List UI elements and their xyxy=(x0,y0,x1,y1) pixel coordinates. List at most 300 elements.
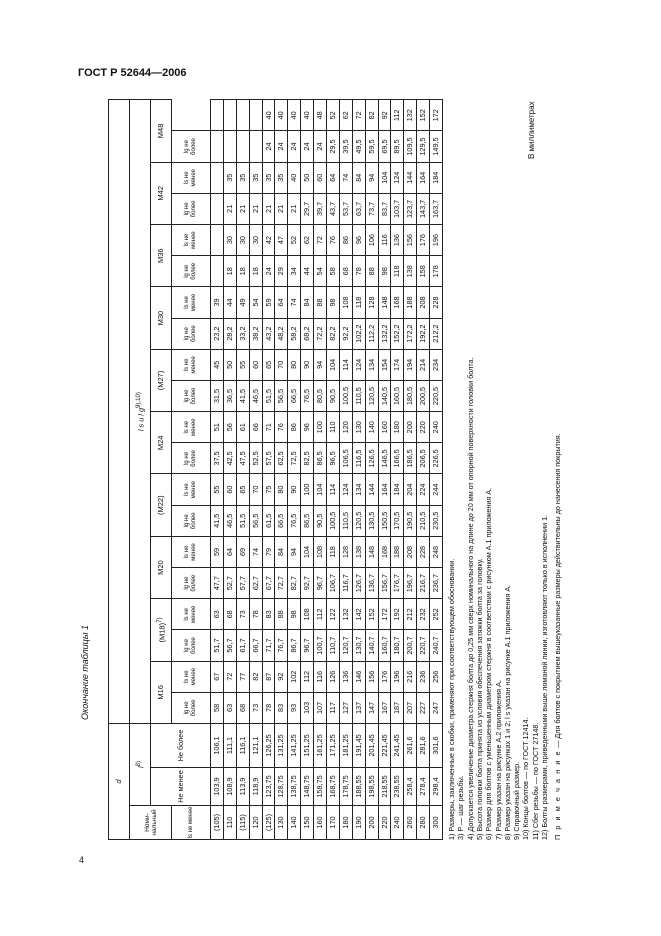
table-cell xyxy=(211,100,224,131)
table-cell: 131,25 xyxy=(275,724,288,768)
table-cell: 43,2 xyxy=(262,318,275,349)
table-cell: 70 xyxy=(249,474,262,505)
table-cell: 116,5 xyxy=(352,443,365,474)
table-cell: 174 xyxy=(391,349,404,380)
table-row xyxy=(391,100,404,840)
table-cell: 163,7 xyxy=(430,193,443,224)
table-cell: 62 xyxy=(301,225,314,256)
table-cell: 106,5 xyxy=(339,443,352,474)
table-cell: 68 xyxy=(339,256,352,287)
footnotes xyxy=(447,100,549,840)
table-cell: 207 xyxy=(404,692,417,723)
table-cell: 71,7 xyxy=(262,630,275,661)
table-cell: 102 xyxy=(288,661,301,692)
table-cell: 24 xyxy=(275,131,288,162)
table-cell: 29 xyxy=(275,256,288,287)
table-cell: 152 xyxy=(365,599,378,630)
table-cell: 55 xyxy=(211,474,224,505)
table-row xyxy=(211,100,224,840)
sub-label: ls не менее xyxy=(172,412,211,443)
table-cell: 103,7 xyxy=(391,193,404,224)
table-row xyxy=(249,100,262,840)
table-cell: 156 xyxy=(404,225,417,256)
table-cell: 130,5 xyxy=(365,505,378,536)
table-cell: 53,7 xyxy=(339,193,352,224)
table-cell: 39,5 xyxy=(339,131,352,162)
table-cell: 67 xyxy=(211,661,224,692)
table-cell: 226,5 xyxy=(430,443,443,474)
table-cell: 41,5 xyxy=(211,505,224,536)
table-cell: 48,2 xyxy=(275,318,288,349)
table-cell: 224 xyxy=(417,474,430,505)
table-cell: 121,1 xyxy=(249,724,262,768)
table-cell: 114 xyxy=(327,474,340,505)
size-header: M30 xyxy=(151,287,172,349)
table-cell: 126,7 xyxy=(352,568,365,599)
table-cell: 72,7 xyxy=(275,568,288,599)
table-cell: 18 xyxy=(249,256,262,287)
table-cell: 76 xyxy=(275,412,288,443)
table-cell: 152,2 xyxy=(391,318,404,349)
table-cell: 57,7 xyxy=(236,568,249,599)
table-cell: 63 xyxy=(223,692,236,723)
table-cell: 84 xyxy=(275,536,288,567)
table-cell: 221,45 xyxy=(378,724,391,768)
table-cell: 200 xyxy=(365,806,378,840)
table-cell: 67,7 xyxy=(262,568,275,599)
footnote: 11) Сбег резьбы — по ГОСТ 27148. xyxy=(530,722,540,840)
table-cell: 49,5 xyxy=(352,131,365,162)
table-cell: 106 xyxy=(365,225,378,256)
sub-label: lg не более xyxy=(172,443,211,474)
table-cell: 30 xyxy=(249,225,262,256)
table-cell: 234 xyxy=(430,349,443,380)
table-cell: 240 xyxy=(430,412,443,443)
table-cell: 72 xyxy=(352,100,365,131)
table-cell: 44 xyxy=(223,287,236,318)
table-cell: 54 xyxy=(314,256,327,287)
table-cell: 144 xyxy=(404,162,417,193)
table-cell: 100,5 xyxy=(327,505,340,536)
table-cell: 116,1 xyxy=(236,724,249,768)
table-cell: 143,7 xyxy=(417,193,430,224)
table-cell: 120,5 xyxy=(365,380,378,411)
table-cell: 82 xyxy=(249,661,262,692)
table-cell: 104 xyxy=(301,536,314,567)
table-cell: 172 xyxy=(430,100,443,131)
table-cell: 112,2 xyxy=(365,318,378,349)
table-cell: 240 xyxy=(391,806,404,840)
table-cell: 111,1 xyxy=(223,724,236,768)
table-cell: 190 xyxy=(352,806,365,840)
table-cell: 114 xyxy=(339,349,352,380)
table-cell: 100,5 xyxy=(339,380,352,411)
table-cell: 82,7 xyxy=(288,568,301,599)
table-cell: 92,7 xyxy=(301,568,314,599)
table-cell: 96 xyxy=(352,225,365,256)
table-cell: 228 xyxy=(430,287,443,318)
table-cell xyxy=(211,193,224,224)
table-cell: 88 xyxy=(314,287,327,318)
table-cell: 181,25 xyxy=(339,724,352,768)
table-cell: 52,7 xyxy=(223,568,236,599)
table-cell: 244 xyxy=(430,474,443,505)
table-cell: 58 xyxy=(327,256,340,287)
table-cell: 167 xyxy=(378,692,391,723)
size-header: (M27) xyxy=(151,349,172,411)
table-cell: 31,5 xyxy=(211,380,224,411)
table-cell: 116 xyxy=(378,225,391,256)
table-cell: 84 xyxy=(352,162,365,193)
table-header-row-1 xyxy=(109,100,130,840)
table-cell: 21 xyxy=(236,193,249,224)
table-cell: 129,5 xyxy=(417,131,430,162)
table-cell: 73,7 xyxy=(365,193,378,224)
table-cell: 301,6 xyxy=(430,724,443,768)
table-cell: 216 xyxy=(404,661,417,692)
table-cell: 108 xyxy=(301,599,314,630)
table-cell: 112 xyxy=(314,599,327,630)
table-cell xyxy=(211,162,224,193)
table-cell: 40 xyxy=(275,100,288,131)
table-cell: 75 xyxy=(262,474,275,505)
table-cell: 151,25 xyxy=(301,724,314,768)
table-cell: 64 xyxy=(275,287,288,318)
table-cell: 94 xyxy=(288,536,301,567)
table-caption: Окончание таблицы 1 xyxy=(80,625,90,720)
table-cell: 136 xyxy=(339,661,352,692)
table-cell: (115) xyxy=(236,806,249,840)
table-cell: 160 xyxy=(378,412,391,443)
table-cell: 59,5 xyxy=(365,131,378,162)
table-cell: 128 xyxy=(339,536,352,567)
table-cell: 128,75 xyxy=(275,768,288,806)
table-cell: 21 xyxy=(249,193,262,224)
table-cell: 136 xyxy=(391,225,404,256)
table-row xyxy=(327,100,340,840)
table-cell: 104 xyxy=(327,349,340,380)
table-cell: 148 xyxy=(378,287,391,318)
table-cell: 35 xyxy=(275,162,288,193)
not-more-header: Не более xyxy=(151,724,211,768)
table-cell: 172,2 xyxy=(404,318,417,349)
table-cell: 116 xyxy=(314,661,327,692)
table-cell: 126,25 xyxy=(262,724,275,768)
table-cell: 123,7 xyxy=(404,193,417,224)
table-cell: 123,75 xyxy=(262,768,275,806)
table-cell: 66 xyxy=(249,412,262,443)
table-cell: 74 xyxy=(249,536,262,567)
table-cell: 47 xyxy=(275,225,288,256)
table-cell xyxy=(211,131,224,162)
table-cell: 160,7 xyxy=(378,630,391,661)
table-cell: 100 xyxy=(314,412,327,443)
table-cell: 34 xyxy=(288,256,301,287)
table-cell: 178 xyxy=(430,256,443,287)
table-cell: 24 xyxy=(301,131,314,162)
table-cell: 132 xyxy=(339,599,352,630)
table-cell: 236 xyxy=(417,661,430,692)
table-cell: 130 xyxy=(275,806,288,840)
table-cell: 92,2 xyxy=(339,318,352,349)
table-cell: 40 xyxy=(288,100,301,131)
table-cell: 118 xyxy=(391,256,404,287)
table-cell: 59 xyxy=(211,536,224,567)
table-cell: 50 xyxy=(223,349,236,380)
table-cell: 192 xyxy=(391,599,404,630)
table-cell: 168,75 xyxy=(327,768,340,806)
table-cell: 29,5 xyxy=(327,131,340,162)
table-cell: 96,5 xyxy=(327,443,340,474)
table-cell: 280 xyxy=(417,806,430,840)
size-header: M20 xyxy=(151,536,172,598)
table-cell: 40 xyxy=(288,162,301,193)
table-row xyxy=(352,100,365,840)
table-cell: 149,5 xyxy=(430,131,443,162)
table-cell: 72 xyxy=(314,225,327,256)
table-cell: 89,5 xyxy=(391,131,404,162)
table-cell: 103,9 xyxy=(211,768,224,806)
table-cell: 66,7 xyxy=(249,630,262,661)
table-cell: 21 xyxy=(223,193,236,224)
sub-label: lg не более xyxy=(172,256,211,287)
table-cell: 69 xyxy=(236,536,249,567)
table-cell: 61 xyxy=(236,412,249,443)
table-cell: 171,25 xyxy=(327,724,340,768)
footnote: 8) Размер указан на рисунках 1 и 2; l s указан на рисунке А.1 приложения А. xyxy=(502,584,512,840)
table-cell: 200,7 xyxy=(404,630,417,661)
table-cell: 130 xyxy=(352,412,365,443)
table-row xyxy=(288,100,301,840)
table-cell: 240,7 xyxy=(430,630,443,661)
table-cell: 56,5 xyxy=(275,380,288,411)
table-cell: 200,5 xyxy=(417,380,430,411)
table-cell: 72,2 xyxy=(314,318,327,349)
table-cell: 43,7 xyxy=(327,193,340,224)
table-cell: 134 xyxy=(365,349,378,380)
sub-label: lg не более xyxy=(172,568,211,599)
footnote: 3) P — шаг резьбы. xyxy=(456,775,466,840)
table-row xyxy=(365,100,378,840)
table-row xyxy=(404,100,417,840)
table-cell: 200 xyxy=(404,412,417,443)
footnote: 7) Размер указан на рисунке А.2 приложения А. xyxy=(493,680,503,840)
table-cell: 176,7 xyxy=(391,568,404,599)
table-cell: 39 xyxy=(211,287,224,318)
table-cell: 227 xyxy=(417,692,430,723)
table-cell: 21 xyxy=(262,193,275,224)
table-cell xyxy=(211,256,224,287)
table-cell: 191,45 xyxy=(352,724,365,768)
table-cell: 40 xyxy=(301,100,314,131)
table-cell: 66,5 xyxy=(288,380,301,411)
table-cell: 281,6 xyxy=(417,724,430,768)
table-cell: 61,5 xyxy=(262,505,275,536)
table-cell: 148 xyxy=(365,536,378,567)
footnote: 12) Болты размерами, приведенными выше ломаной линии, изготовляют только в исполнении 1. xyxy=(540,514,549,840)
table-cell: 124 xyxy=(352,349,365,380)
table-cell: 146,5 xyxy=(378,443,391,474)
table-cell: 194 xyxy=(404,349,417,380)
table-cell: 160 xyxy=(314,806,327,840)
table-cell: 86 xyxy=(288,412,301,443)
ls-lg-header: l s и l $g^{9),10)}$ xyxy=(130,100,151,724)
table-cell: 18 xyxy=(223,256,236,287)
table-cell: 74 xyxy=(339,162,352,193)
table-cell: 78 xyxy=(249,599,262,630)
table-cell: 40 xyxy=(262,100,275,131)
table-cell: 137 xyxy=(352,692,365,723)
table-cell: 76 xyxy=(327,225,340,256)
table-row xyxy=(223,100,236,840)
table-cell: 120 xyxy=(249,806,262,840)
table-cell: 82,5 xyxy=(301,443,314,474)
table-row xyxy=(378,100,391,840)
table-cell: 212 xyxy=(404,599,417,630)
table-cell: 124 xyxy=(391,162,404,193)
not-less-header: Не менее xyxy=(151,768,211,806)
table-cell: 176 xyxy=(378,661,391,692)
table-cell: 252 xyxy=(430,599,443,630)
sub-label: ls не менее xyxy=(172,162,211,193)
table-cell: 92 xyxy=(275,661,288,692)
units-label: В миллиметрах xyxy=(527,101,536,159)
table-cell: 28,2 xyxy=(223,318,236,349)
table-cell: 218,55 xyxy=(378,768,391,806)
table-cell: 68 xyxy=(223,599,236,630)
table-cell: 180 xyxy=(339,806,352,840)
table-cell: 186,5 xyxy=(404,443,417,474)
table-cell: 112 xyxy=(391,100,404,131)
table-cell: 56,5 xyxy=(249,505,262,536)
table-cell: 76,5 xyxy=(301,380,314,411)
table-cell: 54 xyxy=(249,287,262,318)
table-cell: 35 xyxy=(249,162,262,193)
table-cell: 126 xyxy=(327,661,340,692)
table-cell: 79 xyxy=(262,536,275,567)
table-cell: 147 xyxy=(365,692,378,723)
table-cell: 74 xyxy=(288,287,301,318)
table-cell: 80,5 xyxy=(314,380,327,411)
table-cell: 51,5 xyxy=(262,380,275,411)
table-cell: 100 xyxy=(301,474,314,505)
table-cell: 72,5 xyxy=(288,443,301,474)
table-cell: 37,5 xyxy=(211,443,224,474)
table-cell: 90 xyxy=(288,474,301,505)
table-cell: 65 xyxy=(262,349,275,380)
table-row xyxy=(262,100,275,840)
table-row xyxy=(236,100,249,840)
table-cell: 116,7 xyxy=(339,568,352,599)
table-cell: 56,7 xyxy=(223,630,236,661)
table-cell: 260 xyxy=(404,806,417,840)
table-cell: 298,4 xyxy=(430,768,443,806)
table-cell: 100,7 xyxy=(314,630,327,661)
table-cell: 57,5 xyxy=(262,443,275,474)
table-cell: 94 xyxy=(365,162,378,193)
table-row xyxy=(275,100,288,840)
table-cell: 180,5 xyxy=(404,380,417,411)
table-cell: 51,5 xyxy=(236,505,249,536)
table-cell: 90,5 xyxy=(327,380,340,411)
table-note: П р и м е ч а н и е — Для болтов с покрытием вышеуказанные размеры действительны до нанесения покрытия. xyxy=(553,433,563,840)
table-row xyxy=(314,100,327,840)
table-cell: 51 xyxy=(211,412,224,443)
sub-label: ls не менее xyxy=(172,536,211,567)
table-cell: 38,2 xyxy=(249,318,262,349)
sub-label: ls не менее xyxy=(172,225,211,256)
table-row xyxy=(430,100,443,840)
table-cell: 64 xyxy=(327,162,340,193)
table-cell: 70 xyxy=(275,349,288,380)
table-cell: 117 xyxy=(327,692,340,723)
table-cell: 112 xyxy=(301,661,314,692)
table-cell: 30 xyxy=(236,225,249,256)
table-cell: 168 xyxy=(391,287,404,318)
size-header: M42 xyxy=(151,162,172,224)
table-cell: 98 xyxy=(378,256,391,287)
table-cell: 24 xyxy=(288,131,301,162)
table-cell: 110 xyxy=(327,412,340,443)
table-cell: 23,2 xyxy=(211,318,224,349)
table-cell: 113,9 xyxy=(236,768,249,806)
table-cell: 51,7 xyxy=(211,630,224,661)
size-header: $(M18)^{7)}$ xyxy=(151,599,172,661)
table-cell: 152 xyxy=(417,100,430,131)
table-cell: 108,9 xyxy=(223,768,236,806)
table-cell: 88 xyxy=(275,599,288,630)
table-cell: 72 xyxy=(223,661,236,692)
table-cell: 21 xyxy=(288,193,301,224)
table-cell: 62,5 xyxy=(275,443,288,474)
table-cell: 196 xyxy=(430,225,443,256)
table-cell: 220 xyxy=(378,806,391,840)
table-cell: 80 xyxy=(275,474,288,505)
table-cell: 35 xyxy=(236,162,249,193)
table-cell: 232 xyxy=(417,599,430,630)
table-cell: 108 xyxy=(339,287,352,318)
table-cell: 140,5 xyxy=(378,380,391,411)
sub-label: ls не менее xyxy=(172,287,211,318)
table-cell: 78 xyxy=(352,256,365,287)
table-cell: 73 xyxy=(249,692,262,723)
sub-label: ls не менее xyxy=(172,349,211,380)
table-cell: 124 xyxy=(339,474,352,505)
table-cell: 178,75 xyxy=(339,768,352,806)
footnote: 1) Размеры, заключенные в скобки, применяют при соответствующем обосновании. xyxy=(447,558,457,840)
table-cell: 41,5 xyxy=(236,380,249,411)
footnote: 10) Концы болтов — по ГОСТ 12414. xyxy=(521,717,531,840)
sub-label: lg не более xyxy=(172,131,211,162)
table-cell: 141,25 xyxy=(288,724,301,768)
table-row xyxy=(339,100,352,840)
table-cell: 150,5 xyxy=(378,505,391,536)
table-cell: 106,7 xyxy=(327,568,340,599)
sub-label: lg не более xyxy=(172,505,211,536)
table-cell: 62 xyxy=(339,100,352,131)
table-cell: 35 xyxy=(223,162,236,193)
table-cell: 39,7 xyxy=(314,193,327,224)
table-cell xyxy=(236,131,249,162)
sub-label: ls не менее xyxy=(172,474,211,505)
table-cell: 176 xyxy=(417,225,430,256)
table-cell: 71 xyxy=(262,412,275,443)
table-cell: 138,75 xyxy=(288,768,301,806)
table-cell: 83 xyxy=(262,599,275,630)
table-cell: 103 xyxy=(301,692,314,723)
table-cell: 94 xyxy=(314,349,327,380)
footnote: 6) Размер для болтов с уменьшенным диаметром стержня в соответствии с рисунком А.1 приложения А. xyxy=(484,487,494,840)
